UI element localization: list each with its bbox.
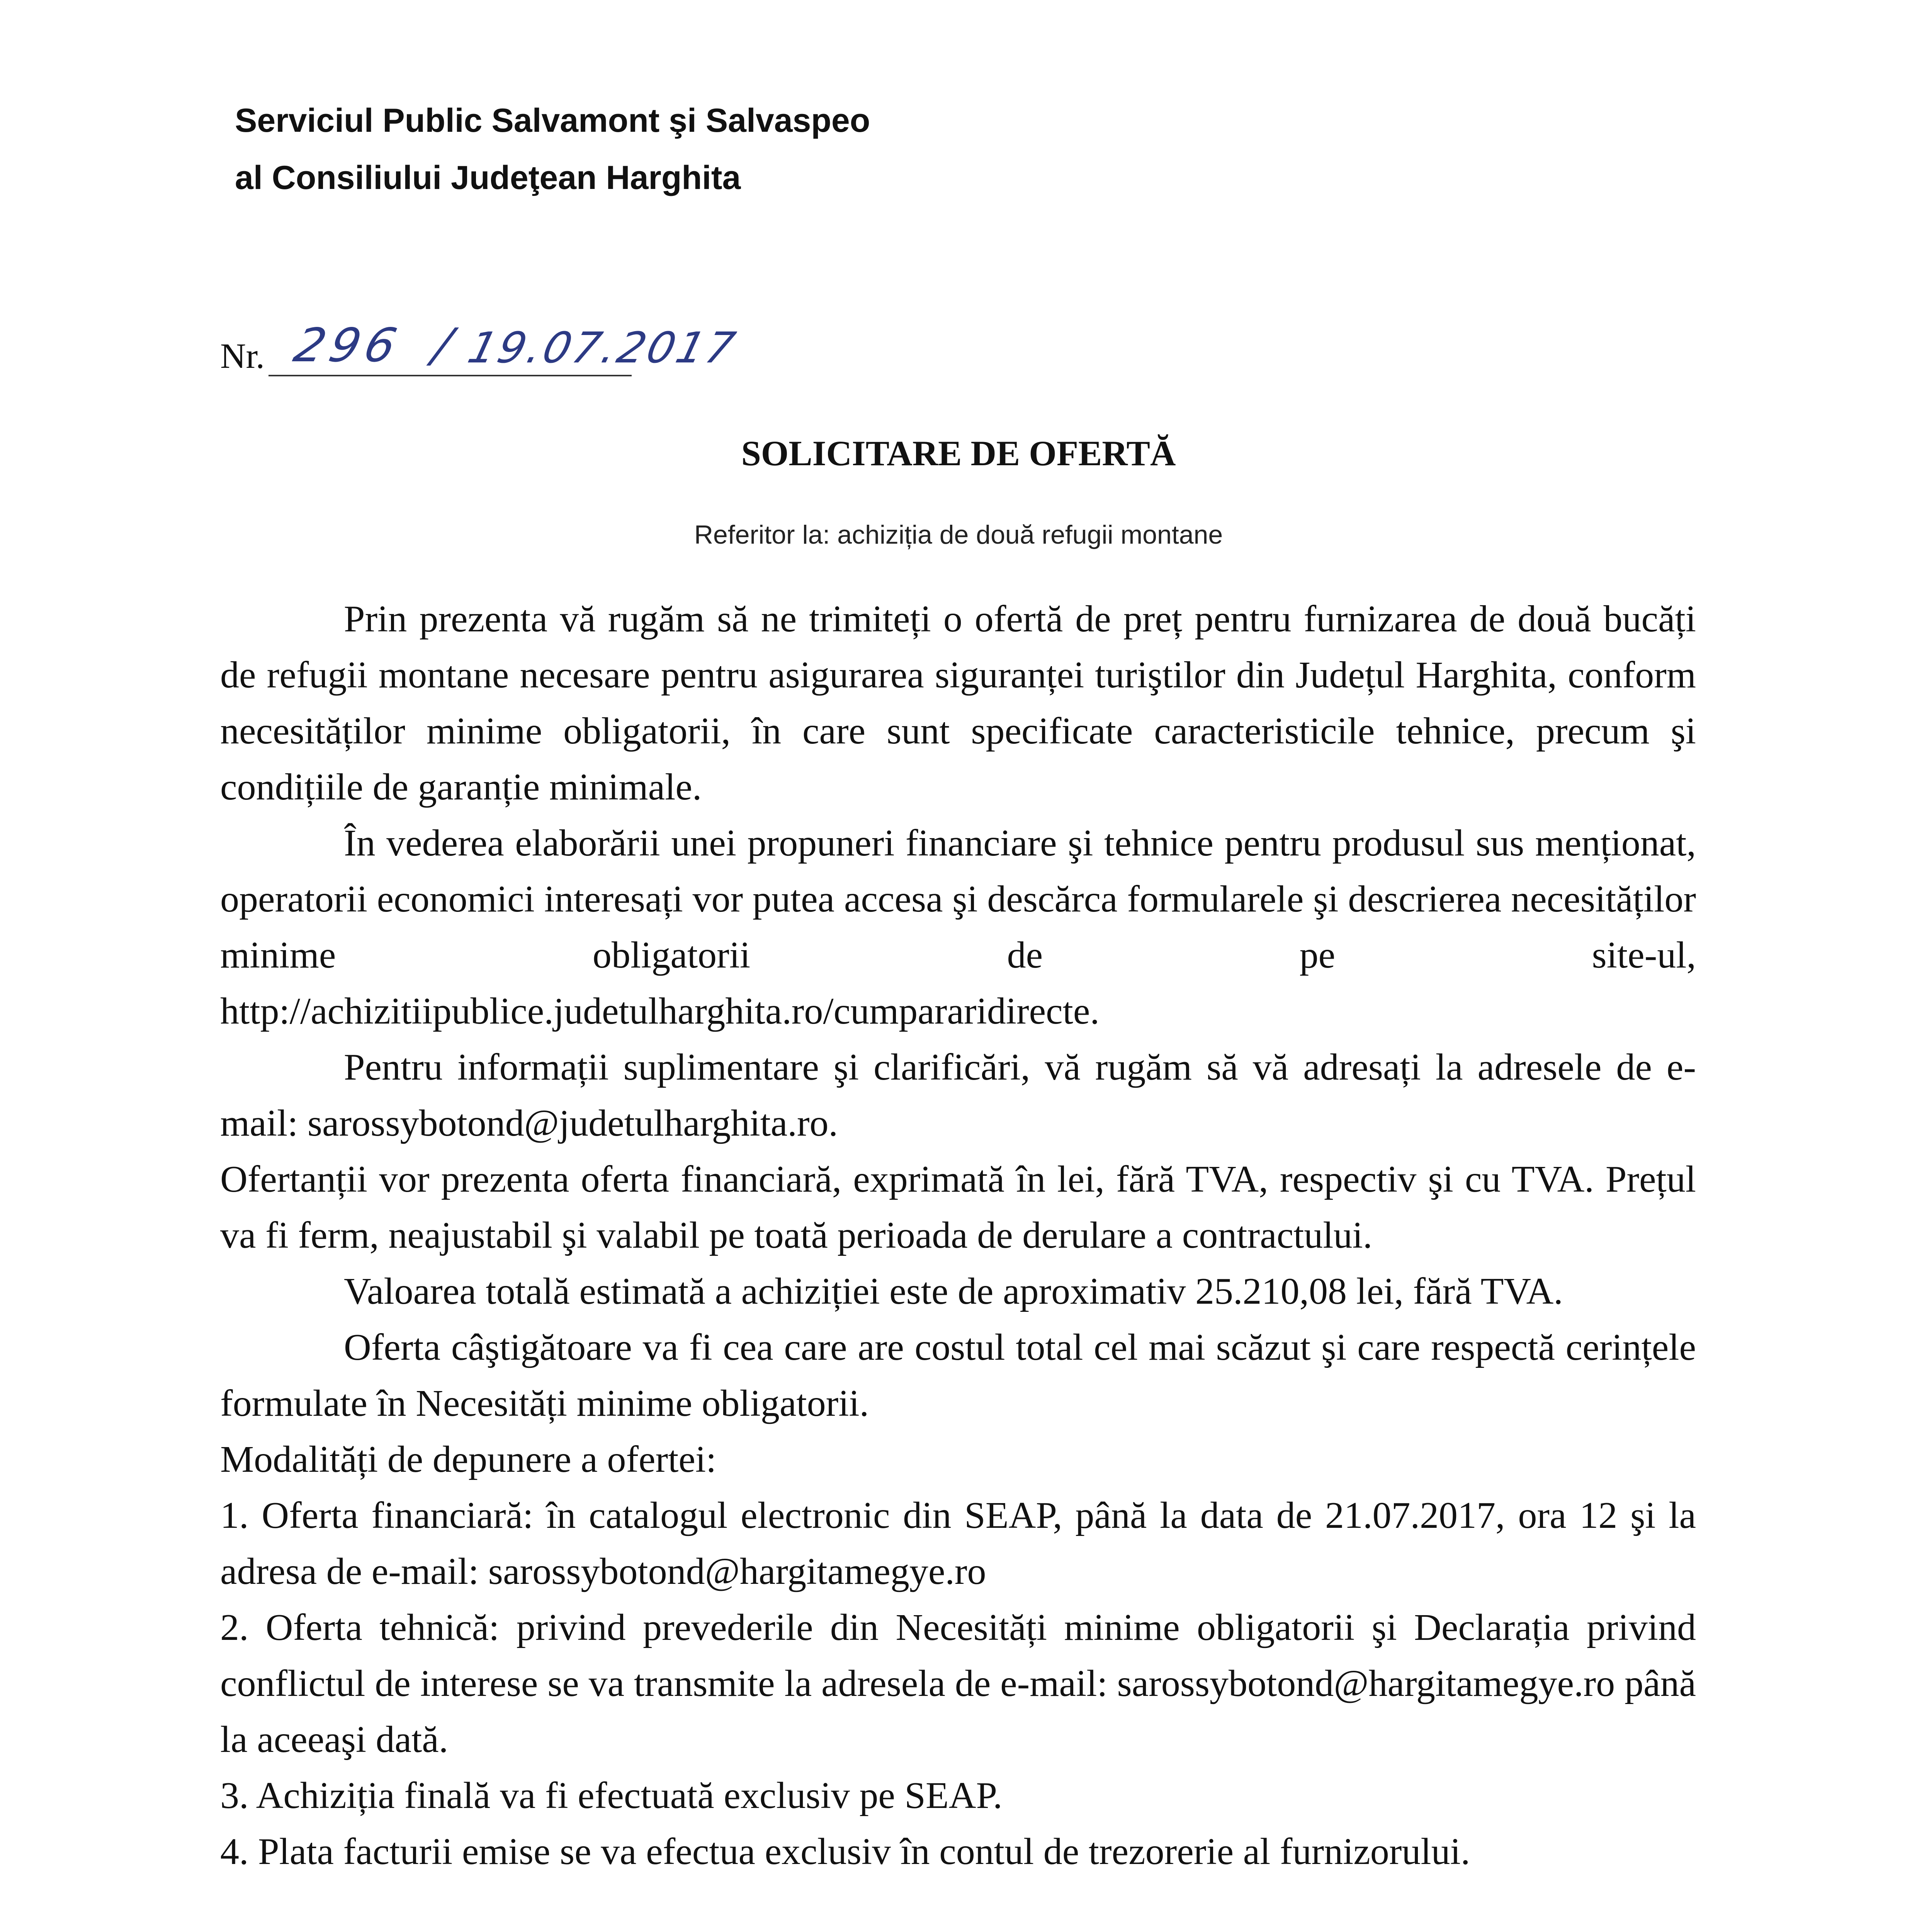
institution-name-line1: Serviciul Public Salvamont şi Salvaspeo xyxy=(235,102,870,139)
registration-number xyxy=(220,319,742,376)
institution-name-line2: al Consiliului Judeţean Harghita xyxy=(235,159,741,196)
registration-separator-handwritten: / xyxy=(428,319,459,372)
document-title: SOLICITARE DE OFERTĂ xyxy=(741,434,1176,473)
institution-header xyxy=(235,92,1317,206)
site-url: http://achizitiipublice.judetulharghita.ro/cumpararidirecte. xyxy=(220,990,1100,1032)
document-body xyxy=(220,591,1696,1880)
paragraph-contact: Pentru informații suplimentare şi clarificări, vă rugăm să vă adresați la adresele de e-mail: sarossybotond@judetulharghita.ro. xyxy=(220,1046,1696,1144)
paragraph-submission-heading: Modalități de depunere a ofertei: xyxy=(220,1439,717,1480)
paragraph-winning-offer: Oferta câştigătoare va fi cea care are costul total cel mai scăzut şi care respectă cerințele formulate în Necesități minime obligatorii. xyxy=(220,1327,1696,1424)
list-item: 4. Plata facturii emise se va efectua exclusiv în contul de trezorerie al furnizorului. xyxy=(220,1831,1470,1872)
registration-label: Nr. xyxy=(220,336,265,376)
paragraph-pricing: Ofertanții vor prezenta oferta financiară, exprimată în lei, fără TVA, respectiv şi cu TVA. Prețul va fi ferm, neajustabil şi valabil pe toată perioada de derulare a contractului. xyxy=(220,1158,1696,1256)
list-item: 3. Achiziția finală va fi efectuată exclusiv pe SEAP. xyxy=(220,1775,1003,1816)
registration-date-handwritten: 19.07.2017 xyxy=(463,323,742,372)
registration-number-field xyxy=(269,319,431,376)
registration-number-handwritten: 296 xyxy=(289,319,407,372)
list-item: 1. Oferta financiară: în catalogul electronic din SEAP, până la data de 21.07.2017, ora 12 şi la adresa de e-mail: sarossybotond@hargitamegye.ro xyxy=(220,1495,1696,1592)
paragraph-estimated-value: Valoarea totală estimată a achiziției este de aproximativ 25.210,08 lei, fără TVA. xyxy=(344,1270,1563,1312)
list-item: 2. Oferta tehnică: privind prevederile din Necesități minime obligatorii şi Declarația privind conflictul de interese se va transmite la adresela de e-mail: sarossybotond@hargitamegye.ro până la aceeaşi dată. xyxy=(220,1607,1696,1760)
registration-date-field xyxy=(428,319,742,376)
document-subtitle: Referitor la: achiziția de două refugii montane xyxy=(694,520,1223,549)
paragraph-request: Prin prezenta vă rugăm să ne trimiteți o ofertă de preț pentru furnizarea de două bucăți de refugii montane necesare pentru asigurarea siguranței turiştilor din Județul Harghita, conform necesităților minime obligatorii, în care sunt specificate caracteristicile tehnice, precum şi condițiile de garanție minimale. xyxy=(220,598,1696,808)
paragraph-access: În vederea elaborării unei propuneri financiare şi tehnice pentru produsul sus menționat, operatorii economici interesați vor putea accesa şi descărca formularele şi descrierea necesităților minime obligatorii de pe site-ul, xyxy=(220,822,1696,976)
